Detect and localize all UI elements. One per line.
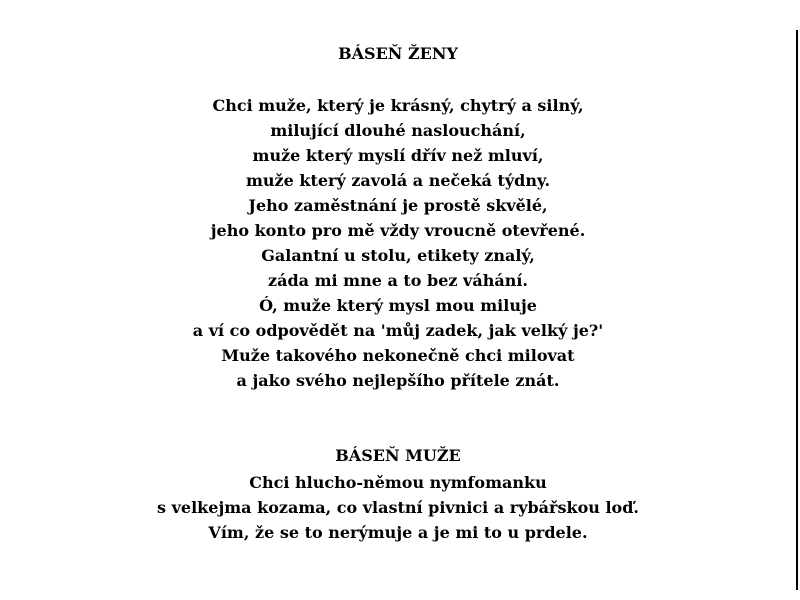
poem-line: a jako svého nejlepšího přítele znát. bbox=[236, 371, 560, 390]
poem-line: muže který zavolá a nečeká týdny. bbox=[245, 171, 551, 190]
poem-line: Ó, muže který mysl mou miluje bbox=[259, 296, 537, 315]
poem-line: milující dlouhé naslouchání, bbox=[270, 121, 526, 140]
poem-line: záda mi mne a to bez váhání. bbox=[267, 271, 528, 290]
poem-line: Chci hlucho-němou nymfomanku bbox=[249, 473, 547, 492]
poem-title-man: BÁSEŇ MUŽE bbox=[335, 446, 461, 465]
poem-line: a ví co odpovědět na 'můj zadek, jak velký je?' bbox=[192, 321, 604, 340]
poem-line: jeho konto pro mě vždy vroucně otevřené. bbox=[210, 221, 586, 240]
poem-title-woman: BÁSEŇ ŽENY bbox=[338, 44, 458, 63]
page-edge-divider bbox=[796, 30, 798, 590]
poem-man-body bbox=[0, 470, 796, 545]
poem-woman-body bbox=[0, 93, 796, 393]
poem-line: Galantní u stolu, etikety znalý, bbox=[261, 246, 535, 265]
poem-line: Vím, že se to nerýmuje a je mi to u prdele. bbox=[208, 523, 588, 542]
poem-line: muže který myslí dřív než mluví, bbox=[252, 146, 544, 165]
poem-line: Jeho zaměstnání je prostě skvělé, bbox=[248, 196, 548, 215]
poem-line: Chci muže, který je krásný, chytrý a silný, bbox=[212, 96, 584, 115]
poem-line: s velkejma kozama, co vlastní pivnici a rybářskou loď. bbox=[157, 498, 639, 517]
poem-line: Muže takového nekonečně chci milovat bbox=[221, 346, 575, 365]
